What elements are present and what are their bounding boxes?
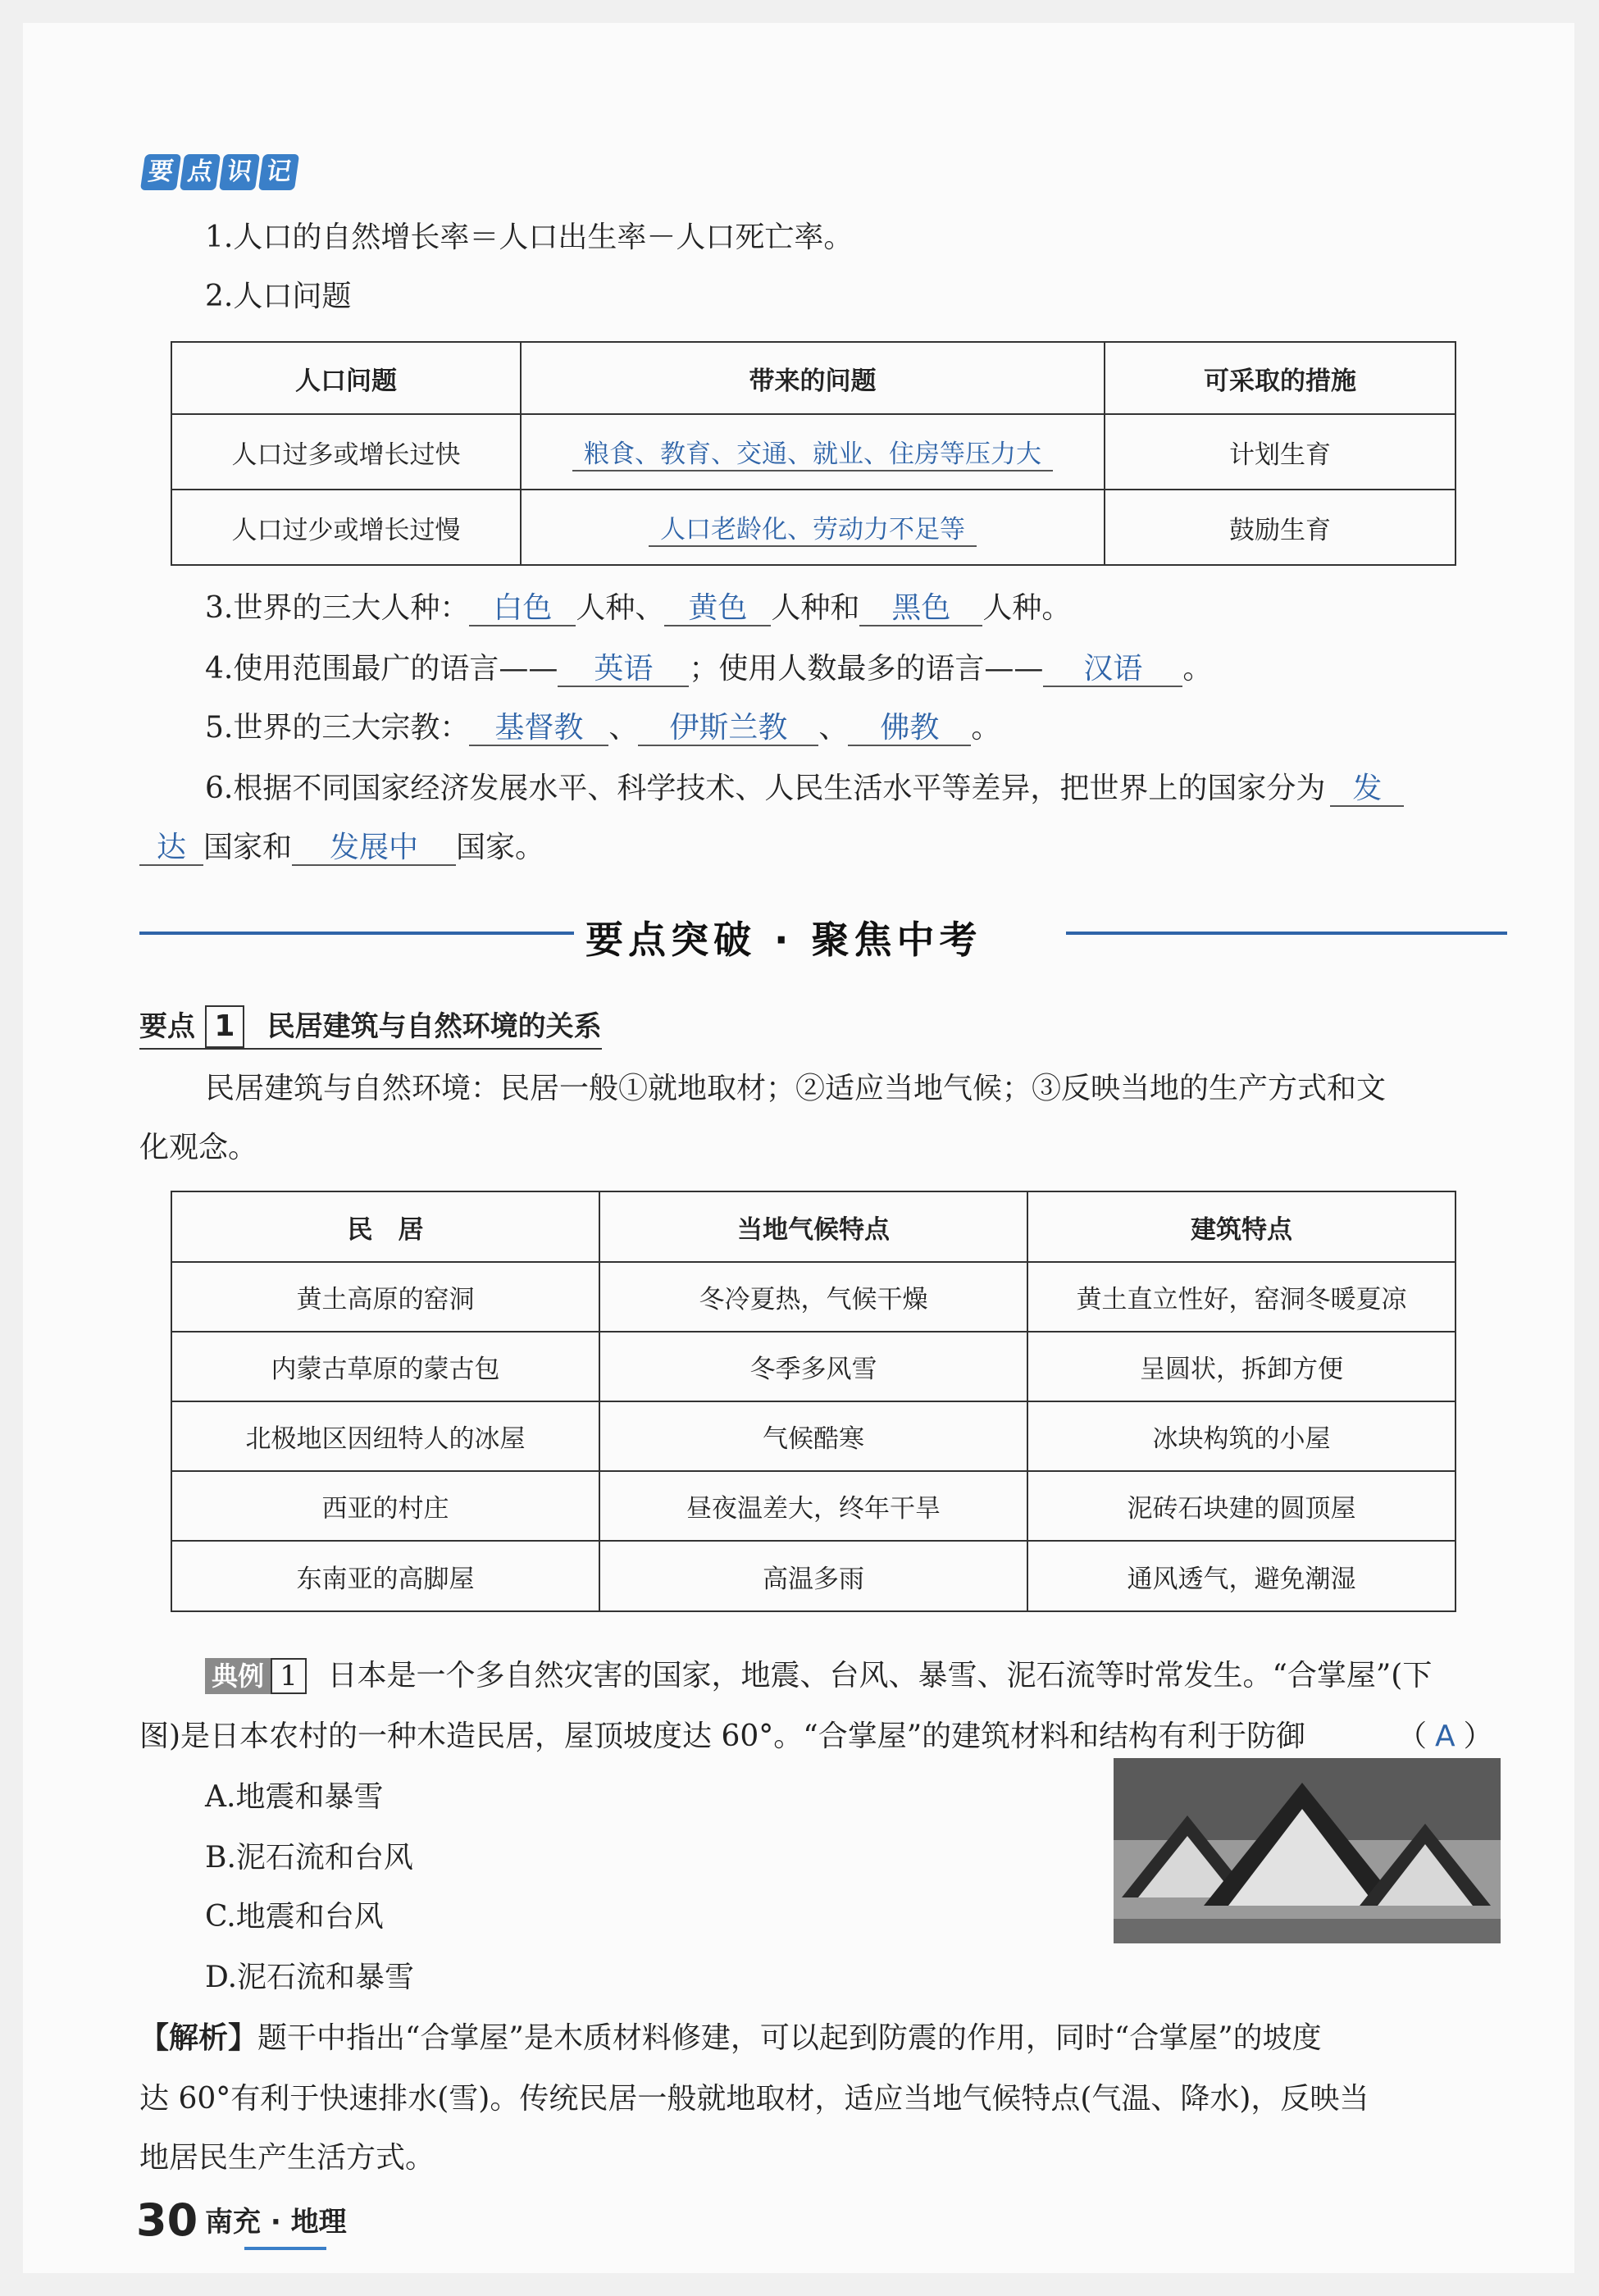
table-row — [171, 1541, 1456, 1611]
tag-char: 记 — [258, 154, 299, 190]
table-cell: 西亚的村庄 — [171, 1471, 599, 1541]
table-header: 人口问题 — [171, 342, 521, 414]
table-cell: 内蒙古草原的蒙古包 — [171, 1332, 599, 1401]
page — [23, 23, 1574, 2273]
table-row — [171, 414, 1456, 490]
section-rule-left — [139, 932, 574, 935]
key-point-text-2: 化观念。 — [139, 1131, 258, 1164]
key-point-text-1: 民居建筑与自然环境：民居一般①就地取材；②适应当地气候；③反映当地的生产方式和文 — [205, 1072, 1387, 1105]
table-cell: 通风透气，避免潮湿 — [1027, 1541, 1456, 1611]
table-row — [171, 1262, 1456, 1332]
table-cell: 气候酷寒 — [599, 1401, 1027, 1471]
table-cell: 鼓励生育 — [1105, 490, 1456, 565]
table-cell: 呈圆状，拆卸方便 — [1027, 1332, 1456, 1401]
question-4: 4.使用范围最广的语言—— 英语 ；使用人数最多的语言—— 汉语 。 — [205, 652, 1213, 686]
table-cell: 黄土直立性好，窑洞冬暖夏凉 — [1027, 1262, 1456, 1332]
dwelling-table — [171, 1191, 1456, 1612]
table-row — [171, 1332, 1456, 1401]
tag-char: 点 — [180, 154, 221, 190]
footer-subject: 南充 · 地理 — [205, 2206, 347, 2239]
analysis-line-1: 【解析】题干中指出“合掌屋”是木质材料修建，可以起到防震的作用，同时“合掌屋”的坡度 — [139, 2021, 1322, 2055]
table-cell: 东南亚的高脚屋 — [171, 1541, 599, 1611]
key-point-number: 1 — [205, 1005, 244, 1048]
table-header: 带来的问题 — [521, 342, 1105, 414]
option-b: B.泥石流和台风 — [205, 1841, 413, 1875]
table-header: 建筑特点 — [1027, 1191, 1456, 1262]
analysis-line-2: 达 60°有利于快速排水(雪)。传统民居一般就地取材，适应当地气候特点(气温、降水)，反映当 — [139, 2082, 1369, 2116]
example-line-1: 典例 1 日本是一个多自然灾害的国家，地震、台风、暴雪、泥石流等时常发生。“合掌屋”(下 — [205, 1658, 1432, 1694]
population-table — [171, 341, 1456, 566]
question-6-line1: 6.根据不同国家经济发展水平、科学技术、人民生活水平等差异，把世界上的国家分为 发 — [205, 771, 1404, 807]
option-a: A.地震和暴雪 — [205, 1780, 384, 1814]
example-number: 1 — [271, 1658, 307, 1694]
section-rule-right — [1066, 932, 1507, 935]
gassho-house-photo — [1114, 1758, 1501, 1943]
table-row — [171, 490, 1456, 565]
section-title: 要点突破 · 聚焦中考 — [585, 918, 982, 962]
table-cell: 冬季多风雪 — [599, 1332, 1027, 1401]
table-cell: 高温多雨 — [599, 1541, 1027, 1611]
key-point-heading: 要点 1 民居建筑与自然环境的关系 — [139, 1005, 602, 1050]
option-c: C.地震和台风 — [205, 1900, 384, 1934]
footer-accent — [244, 2247, 326, 2250]
tag-char: 要 — [140, 154, 181, 190]
table-cell-answer: 人口老龄化、劳动力不足等 — [521, 490, 1105, 565]
table-row — [171, 1401, 1456, 1471]
table-cell: 黄土高原的窑洞 — [171, 1262, 599, 1332]
item-2: 2.人口问题 — [205, 280, 352, 313]
table-header: 民 居 — [171, 1191, 599, 1262]
example-line-2: 图)是日本农村的一种木造民居，屋顶坡度达 60°。“合掌屋”的建筑材料和结构有利于防御 — [139, 1720, 1306, 1753]
question-3: 3.世界的三大人种： 白色 人种、 黄色 人种和 黑色 人种。 — [205, 591, 1072, 625]
table-cell: 北极地区因纽特人的冰屋 — [171, 1401, 599, 1471]
section-tag — [143, 154, 297, 190]
table-cell-answer: 粮食、教育、交通、就业、住房等压力大 — [521, 414, 1105, 490]
table-cell: 昼夜温差大，终年干旱 — [599, 1471, 1027, 1541]
table-row — [171, 1471, 1456, 1541]
page-number: 30 — [136, 2194, 198, 2246]
item-1: 1.人口的自然增长率＝人口出生率－人口死亡率。 — [205, 221, 854, 254]
table-cell: 冰块构筑的小屋 — [1027, 1401, 1456, 1471]
table-cell: 人口过少或增长过慢 — [171, 490, 521, 565]
table-cell: 人口过多或增长过快 — [171, 414, 521, 490]
table-header: 当地气候特点 — [599, 1191, 1027, 1262]
question-5: 5.世界的三大宗教： 基督教 、 伊斯兰教 、 佛教 。 — [205, 711, 1001, 745]
table-cell: 泥砖石块建的圆顶屋 — [1027, 1471, 1456, 1541]
question-6-line2: 达 国家和 发展中 国家。 — [139, 830, 544, 866]
example-answer: （ A ） — [1397, 1720, 1493, 1753]
tag-char: 识 — [219, 154, 260, 190]
table-cell: 计划生育 — [1105, 414, 1456, 490]
table-header: 可采取的措施 — [1105, 342, 1456, 414]
table-cell: 冬冷夏热，气候干燥 — [599, 1262, 1027, 1332]
analysis-line-3: 地居民生产生活方式。 — [139, 2141, 435, 2175]
example-label: 典例 — [205, 1658, 271, 1694]
option-d: D.泥石流和暴雪 — [205, 1961, 415, 1994]
